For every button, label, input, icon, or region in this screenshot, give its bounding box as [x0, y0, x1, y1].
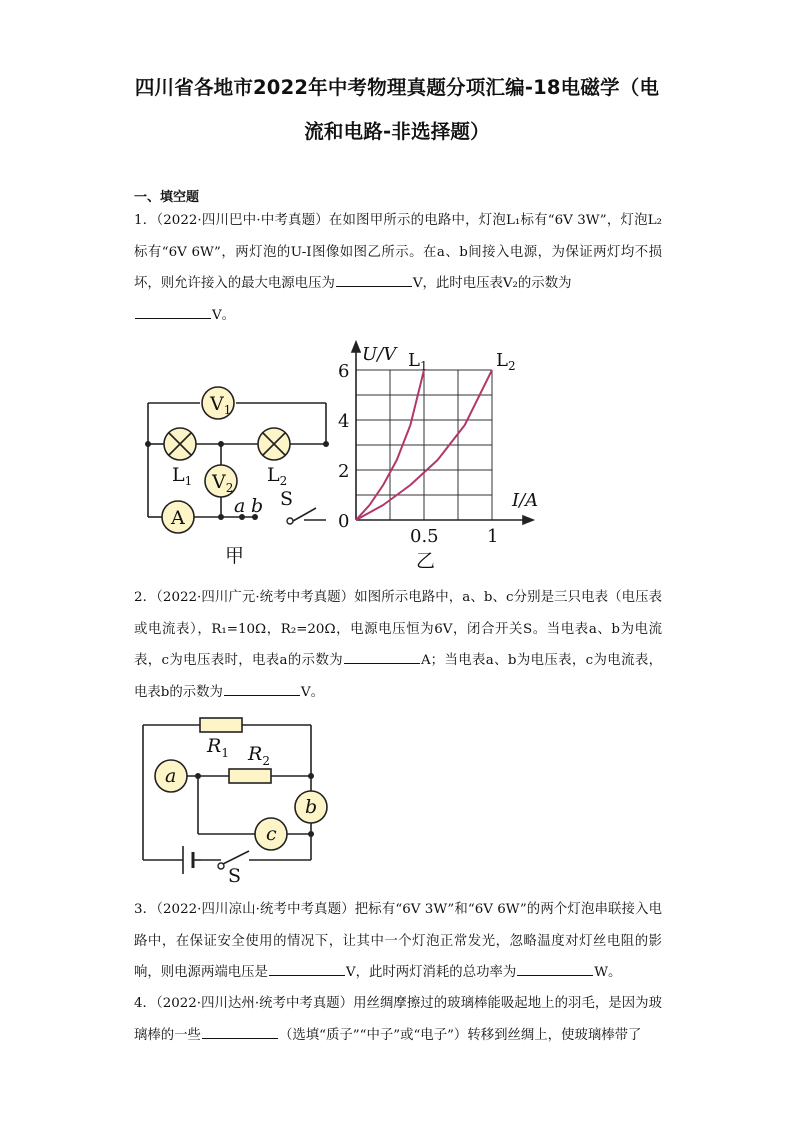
series-label-L1: $L_1$ — [408, 350, 428, 373]
y-tick-label: 2 — [338, 461, 350, 482]
svg-text:R1: $R_1$ — [207, 735, 229, 760]
circuit-diagram-2 — [135, 710, 335, 885]
svg-text:V1: $V_1$ — [210, 393, 232, 417]
svg-text:S: S — [280, 488, 294, 510]
circuit-diagram-jia — [130, 380, 340, 575]
y-tick-label: 6 — [338, 361, 350, 382]
x-tick-label: 0.5 — [410, 526, 439, 547]
svg-text:L2: $L_2$ — [267, 464, 288, 488]
answer-blank[interactable] — [202, 1024, 278, 1039]
svg-text:a: a — [165, 765, 177, 787]
answer-blank[interactable] — [517, 961, 593, 976]
svg-text:R2: $R_2$ — [248, 743, 270, 768]
question-3: 3．（2022·四川凉山·统考中考真题）把标有“6V 3W”和“6V 6W”的两个灯泡串联接入电路中，在保证安全使用的情况下，让其中一个灯泡正常发光，忽略温度对灯丝电阻的影响，则电源两端电压是 V，此时两灯消耗的总功率为 W。 — [134, 902, 662, 980]
svg-text:b: b — [251, 495, 264, 517]
answer-blank[interactable] — [224, 681, 300, 696]
question-1: 1．（2022·四川巴中·中考真题）在如图甲所示的电路中，灯泡L₁标有“6V 3W”，灯泡L₂标有“6V 6W”，两灯泡的U-I图像如图乙所示。在a、b间接入电源，为保证两灯均不损坏，则允许接入的最大电源电压为 V，此时电压表V₂的示数为 V。 — [134, 213, 662, 323]
answer-blank[interactable] — [269, 961, 345, 976]
svg-text:a: a — [234, 495, 246, 517]
svg-text:A: A — [171, 507, 185, 529]
origin-label: 0 — [338, 511, 350, 532]
svg-text:S: S — [228, 865, 242, 885]
x-axis-label: I/A — [512, 490, 539, 511]
answer-blank[interactable] — [344, 649, 420, 664]
svg-text:甲: 甲 — [225, 545, 245, 567]
svg-text:b: b — [305, 796, 318, 818]
ui-graph-yi — [330, 340, 560, 575]
chart-caption: 乙 — [416, 550, 436, 572]
question-2: 2．（2022·四川广元·统考中考真题）如图所示电路中，a、b、c分别是三只电表（电压表或电流表），R₁=10Ω，R₂=20Ω，电源电压恒为6V，闭合开关S。当电表a、b为电流表，c为电压表时，电表a的示数为 A；当电表a、b为电压表，c为电流表，电表b的示数为 V。 — [134, 590, 662, 700]
svg-text:V2: $V_2$ — [212, 471, 234, 495]
series-label-L2: $L_2$ — [496, 350, 516, 373]
title-line-2: 流和电路-非选择题） — [304, 120, 490, 143]
document-title — [100, 66, 694, 154]
answer-blank[interactable] — [135, 304, 211, 319]
section-heading: 一、填空题 — [134, 190, 200, 205]
title-line-1: 四川省各地市2022年中考物理真题分项汇编-18电磁学（电 — [134, 76, 660, 99]
svg-text:L1: $L_1$ — [172, 464, 193, 488]
x-tick-label: 1 — [487, 526, 499, 547]
question-4: 4．（2022·四川达州·统考中考真题）用丝绸摩擦过的玻璃棒能吸起地上的羽毛，是因为玻璃棒的一些 （选填“质子”“中子”或“电子”）转移到丝绸上，使玻璃棒带了 — [134, 996, 662, 1043]
answer-blank[interactable] — [336, 272, 412, 287]
svg-text:c: c — [266, 823, 277, 845]
y-axis-label: U/V — [362, 344, 397, 365]
y-tick-label: 4 — [338, 411, 350, 432]
